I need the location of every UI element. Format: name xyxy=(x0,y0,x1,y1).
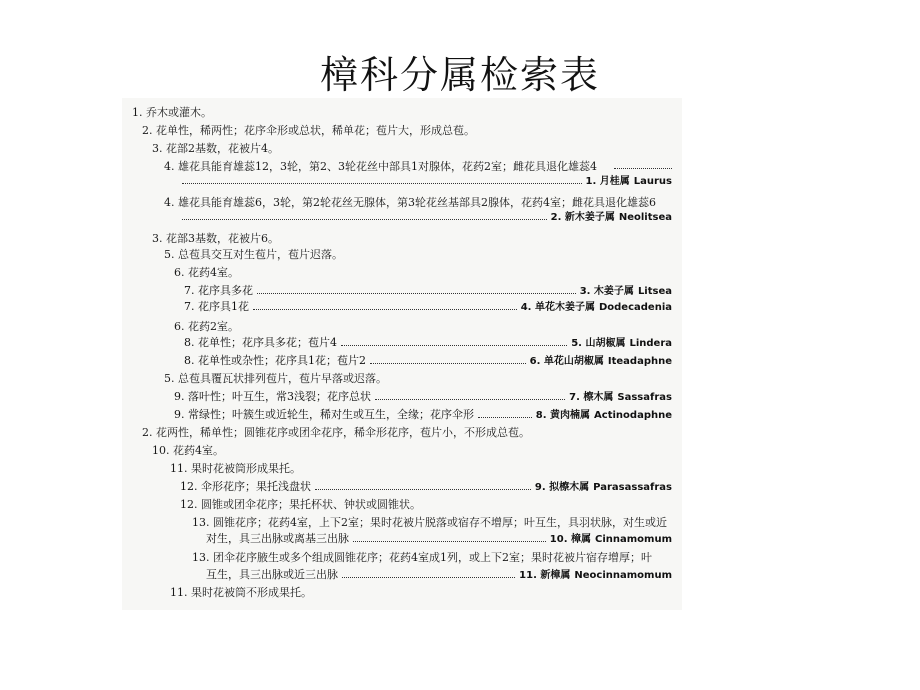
key-result: 对生，具三出脉或离基三出脉 10. 樟属 Cinnamomum xyxy=(206,532,672,545)
key-line: 2. 花两性，稀单性；圆锥花序或团伞花序，稀伞形花序，苞片小，不形成总苞。 xyxy=(142,426,530,439)
key-result: 8. 花单性或杂性；花序具1花；苞片2 6. 单花山胡椒属 Iteadaphne xyxy=(184,354,672,367)
key-line: 11. 果时花被筒形成果托。 xyxy=(170,462,301,475)
key-line: 2. 花单性，稀两性；花序伞形或总状，稀单花；苞片大，形成总苞。 xyxy=(142,124,475,137)
key-result: 1. 月桂属 Laurus xyxy=(178,175,672,188)
key-line: 6. 花药2室。 xyxy=(174,320,239,333)
key-table-image xyxy=(122,98,682,610)
key-result: 7. 花序具多花 3. 木姜子属 Litsea xyxy=(184,284,672,297)
key-line: 3. 花部3基数，花被片6。 xyxy=(152,232,279,245)
key-line: 13. 圆锥花序；花药4室，上下2室；果时花被片脱落或宿存不增厚；叶互生，具羽状脉，对生或近 xyxy=(192,516,667,529)
key-result: 9. 常绿性；叶簇生或近轮生，稀对生或互生，全缘；花序伞形 8. 黄肉楠属 Actinodaphne xyxy=(174,408,672,421)
key-line: 10. 花药4室。 xyxy=(152,444,224,457)
page-title: 樟科分属检索表 xyxy=(319,53,600,97)
key-line: 5. 总苞具交互对生苞片，苞片迟落。 xyxy=(164,248,343,261)
key-result: 9. 落叶性；叶互生，常3浅裂；花序总状 7. 檫木属 Sassafras xyxy=(174,390,672,403)
key-line: 6. 花药4室。 xyxy=(174,266,239,279)
key-result: 12. 伞形花序；果托浅盘状 9. 拟檫木属 Parasassafras xyxy=(180,480,672,493)
key-result: 7. 花序具1花 4. 单花木姜子属 Dodecadenia xyxy=(184,300,672,313)
key-line: 12. 圆锥或团伞花序；果托杯状、钟状或圆锥状。 xyxy=(180,498,421,511)
key-line: 11. 果时花被筒不形成果托。 xyxy=(170,586,312,599)
key-line: 5. 总苞具覆瓦状排列苞片，苞片早落或迟落。 xyxy=(164,372,387,385)
key-result: 8. 花单性；花序具多花；苞片4 5. 山胡椒属 Lindera xyxy=(184,336,672,349)
key-result: 2. 新木姜子属 Neolitsea xyxy=(178,211,672,224)
key-line: 4. 雄花具能育雄蕊6，3轮，第2轮花丝无腺体，第3轮花丝基部具2腺体，花药4室；雌花具退化雄蕊6 xyxy=(164,196,656,209)
key-line: 4. 雄花具能育雄蕊12，3轮，第2、3轮花丝中部具1对腺体，花药2室；雌花具退化雄蕊4 xyxy=(164,160,597,173)
key-result: 互生，具三出脉或近三出脉 11. 新樟属 Neocinnamomum xyxy=(206,568,672,581)
key-line: 1. 乔木或灌木。 xyxy=(132,106,212,119)
key-line: 3. 花部2基数，花被片4。 xyxy=(152,142,279,155)
key-line: 13. 团伞花序腋生或多个组成圆锥花序；花药4室成1列，或上下2室；果时花被片宿存增厚；叶 xyxy=(192,551,652,564)
